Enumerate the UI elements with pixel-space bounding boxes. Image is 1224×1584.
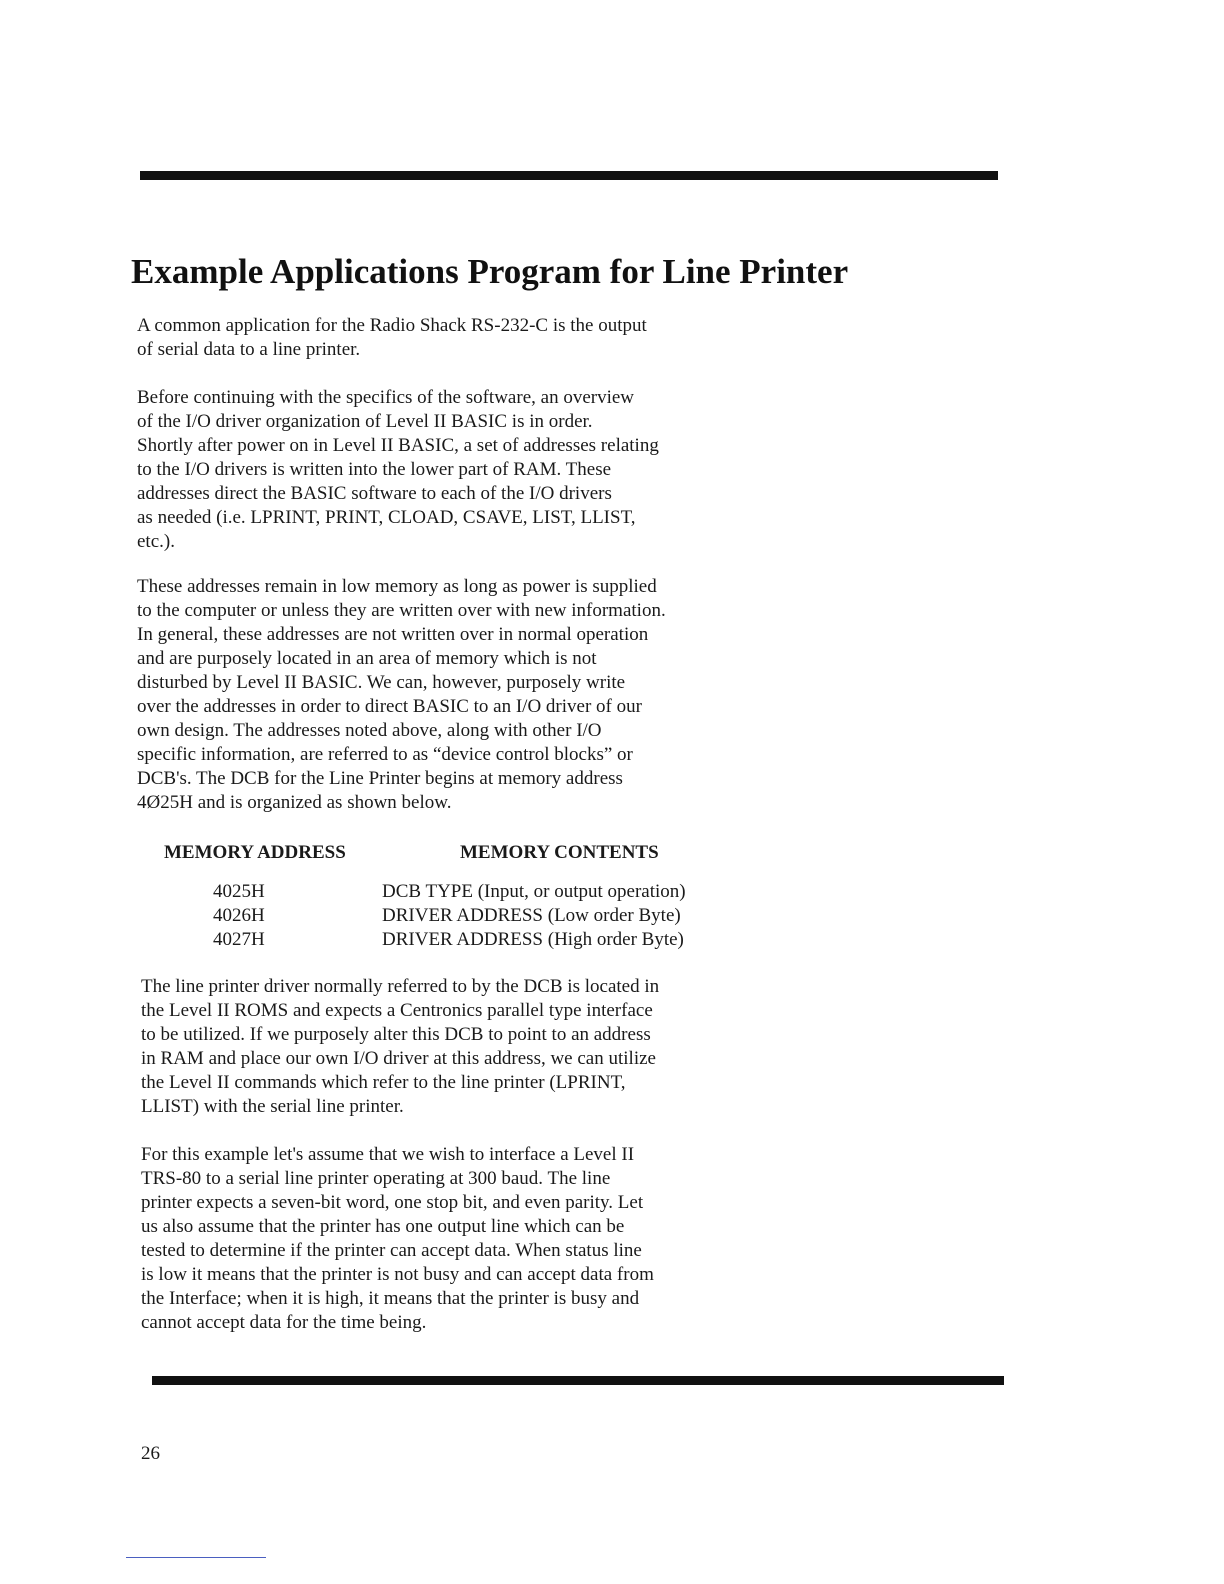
memory-address-cell: 4025H <box>213 881 265 902</box>
text-line: in RAM and place our own I/O driver at this address, we can utilize <box>141 1048 656 1069</box>
text-line: 4Ø25H and is organized as shown below. <box>137 792 452 813</box>
text-line: TRS-80 to a serial line printer operating at 300 baud. The line <box>141 1168 611 1189</box>
header-memory-contents: MEMORY CONTENTS <box>460 842 659 863</box>
memory-contents-cell: DRIVER ADDRESS (High order Byte) <box>382 929 684 950</box>
text-line: to be utilized. If we purposely alter this DCB to point to an address <box>141 1024 651 1045</box>
text-line: the Level II commands which refer to the line printer (LPRINT, <box>141 1072 626 1093</box>
text-line: us also assume that the printer has one output line which can be <box>141 1216 625 1237</box>
footer-underline <box>126 1557 266 1558</box>
text-line: In general, these addresses are not written over in normal operation <box>137 624 649 645</box>
top-rule <box>140 171 998 180</box>
text-line: Shortly after power on in Level II BASIC, a set of addresses relating <box>137 435 659 456</box>
text-line: own design. The addresses noted above, along with other I/O <box>137 720 602 741</box>
bottom-rule <box>152 1376 1004 1385</box>
text-line: For this example let's assume that we wish to interface a Level II <box>141 1144 635 1165</box>
text-line: DCB's. The DCB for the Line Printer begins at memory address <box>137 768 623 789</box>
memory-address-cell: 4026H <box>213 905 265 926</box>
text-line: specific information, are referred to as “device control blocks” or <box>137 744 633 765</box>
paragraph-driver <box>141 975 659 1119</box>
table-row <box>0 880 1224 904</box>
header-memory-address: MEMORY ADDRESS <box>164 842 346 863</box>
memory-contents-cell: DRIVER ADDRESS (Low order Byte) <box>382 905 681 926</box>
paragraph-example <box>141 1143 654 1335</box>
memory-address-cell: 4027H <box>213 929 265 950</box>
text-line: as needed (i.e. LPRINT, PRINT, CLOAD, CSAVE, LIST, LLIST, <box>137 507 636 528</box>
page-title: Example Applications Program for Line Printer <box>131 252 849 291</box>
text-line: These addresses remain in low memory as long as power is supplied <box>137 576 657 597</box>
text-line: Before continuing with the specifics of the software, an overview <box>137 387 635 408</box>
text-line: of the I/O driver organization of Level II BASIC is in order. <box>137 411 593 432</box>
text-line: to the computer or unless they are written over with new information. <box>137 600 666 621</box>
table-row <box>0 904 1224 928</box>
text-line: LLIST) with the serial line printer. <box>141 1096 404 1117</box>
text-line: to the I/O drivers is written into the lower part of RAM. These <box>137 459 612 480</box>
paragraph-io-overview <box>137 386 659 554</box>
text-line: A common application for the Radio Shack RS-232-C is the output <box>137 315 647 336</box>
table-row <box>0 928 1224 952</box>
memory-table-header <box>0 840 1224 866</box>
text-line: tested to determine if the printer can accept data. When status line <box>141 1240 642 1261</box>
text-line: etc.). <box>137 531 175 552</box>
text-line: of serial data to a line printer. <box>137 339 361 360</box>
text-line: cannot accept data for the time being. <box>141 1312 427 1333</box>
text-line: over the addresses in order to direct BASIC to an I/O driver of our <box>137 696 642 717</box>
page-number: 26 <box>141 1443 160 1464</box>
paragraph-dcb <box>137 575 666 815</box>
text-line: the Interface; when it is high, it means that the printer is busy and <box>141 1288 640 1309</box>
text-line: the Level II ROMS and expects a Centronics parallel type interface <box>141 1000 653 1021</box>
text-line: and are purposely located in an area of memory which is not <box>137 648 597 669</box>
text-line: is low it means that the printer is not busy and can accept data from <box>141 1264 654 1285</box>
text-line: printer expects a seven-bit word, one stop bit, and even parity. Let <box>141 1192 644 1213</box>
text-line: disturbed by Level II BASIC. We can, however, purposely write <box>137 672 626 693</box>
paragraph-intro <box>137 314 647 362</box>
text-line: The line printer driver normally referred to by the DCB is located in <box>141 976 660 997</box>
memory-contents-cell: DCB TYPE (Input, or output operation) <box>382 881 686 902</box>
text-line: addresses direct the BASIC software to each of the I/O drivers <box>137 483 612 504</box>
